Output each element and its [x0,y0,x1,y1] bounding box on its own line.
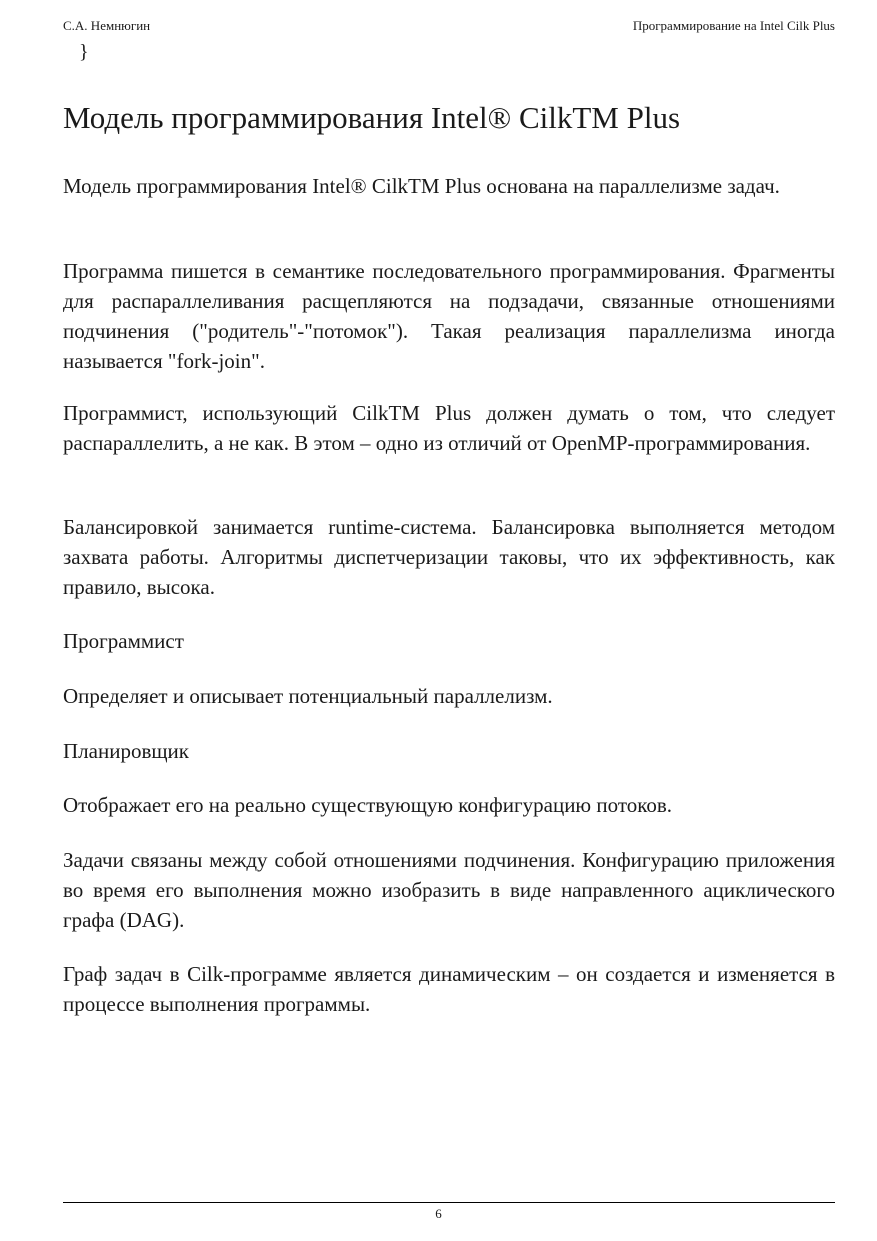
paragraph-programmer-role: Программист, использующий CilkTM Plus должен думать о том, что следует распараллелить, а не как. В этом – одно из отличий от OpenMP-программирования. [63,401,835,455]
section-title: Модель программирования Intel® CilkTM Plus [63,100,681,135]
header-course-title: Программирование на Intel Cilk Plus [632,18,835,33]
paragraph-programmer-desc: Определяет и описывает потенциальный параллелизм. [63,684,553,708]
paragraph-dag: Задачи связаны между собой отношениями подчинения. Конфигурацию приложения во время его выполнения можно изобразить в виде направленного ациклического графа (DAG). [63,848,835,932]
paragraph-dynamic-graph: Граф задач в Cilk-программе является динамическим – он создается и изменяется в процессе выполнения программы. [63,962,835,1016]
code-closing-brace: } [79,41,89,63]
page-number: 6 [435,1206,442,1221]
paragraph-scheduler-label: Планировщик [63,739,189,763]
paragraph-semantics: Программа пишется в семантике последовательного программирования. Фрагменты для распараллеливания расщепляются на подзадачи, связанные отношениями подчинения ("родитель"-"потомок"). Такая реализация параллелизма иногда называется "fork-join". [63,259,835,373]
footer-divider [63,1202,835,1203]
header-author: С.А. Немнюгин [63,18,151,33]
paragraph-programmer-label: Программист [63,629,184,653]
paragraph-balancing: Балансировкой занимается runtime-система. Балансировка выполняется методом захвата работы. Алгоритмы диспетчеризации таковы, что их эффективность, как правило, высока. [63,515,835,599]
paragraph-scheduler-desc: Отображает его на реально существующую конфигурацию потоков. [63,793,673,817]
paragraph-intro: Модель программирования Intel® CilkTM Plus основана на параллелизме задач. [63,174,780,198]
page-header [63,16,835,36]
